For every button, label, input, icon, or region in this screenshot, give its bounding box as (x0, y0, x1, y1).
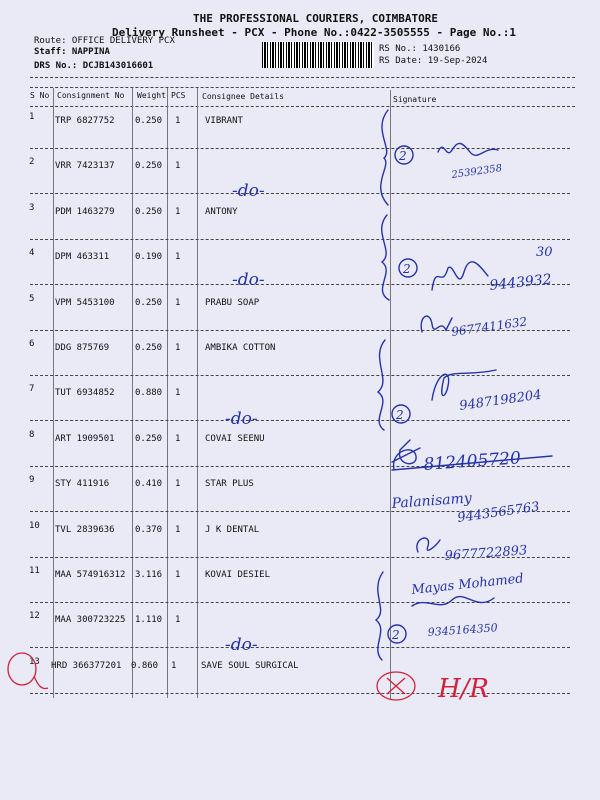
signature-qty: 30 (536, 245, 553, 260)
row-sno: 10 (29, 521, 40, 531)
col-header-pcs: PCS (171, 91, 186, 100)
bracket-mark (378, 340, 385, 430)
signature-number: 9677411632 (450, 314, 529, 339)
row-consignment-no: MAA 300723225 (55, 615, 126, 625)
row-consignment-no: TUT 6934852 (55, 388, 115, 398)
col-header-weight: Weight (137, 91, 166, 100)
col-header-consignment: Consignment No (57, 91, 125, 100)
row-pcs: 1 (175, 479, 181, 489)
row-sno: 3 (29, 203, 35, 213)
row-consignment-no: ART 1909501 (55, 434, 115, 444)
signature-number: 9443565763 (456, 499, 541, 526)
runsheet-title: Delivery Runsheet - PCX - Phone No.:0422-3505555 - Page No.:1 (112, 26, 516, 39)
signature-name: Mayas Mohamed (410, 571, 525, 598)
signature-number: 9677722893 (444, 543, 528, 564)
row-sno: 11 (29, 566, 40, 576)
row-consignee: SAVE SOUL SURGICAL (201, 661, 299, 671)
row-sno: 2 (29, 157, 35, 167)
col-header-sno: S No (30, 91, 50, 100)
count-mark: 2 (403, 262, 411, 276)
ditto-mark: -do- (232, 181, 265, 201)
remark-text: H/R (438, 674, 490, 704)
row-weight: 0.250 (135, 207, 163, 217)
drs-number: DRS No.: DCJB143016601 (34, 61, 154, 71)
row-consignee: KOVAI DESIEL (205, 570, 271, 580)
signature-scribble (417, 538, 440, 552)
staff-label: Staff: NAPPINA (34, 47, 110, 57)
row-weight: 0.880 (135, 388, 163, 398)
row-pcs: 1 (175, 343, 181, 353)
row-pcs: 1 (175, 388, 181, 398)
row-consignee: J K DENTAL (205, 525, 260, 535)
row-consignment-no: MAA 574916312 (55, 570, 126, 580)
row-weight: 1.110 (135, 615, 163, 625)
row-consignee: AMBIKA COTTON (205, 343, 276, 353)
rs-number: RS No.: 1430166 (379, 44, 461, 54)
row-weight: 0.250 (135, 298, 163, 308)
row-consignee: COVAI SEENU (205, 434, 265, 444)
row-sno: 13 (29, 657, 40, 667)
row-circle-mark (8, 653, 36, 685)
company-title: THE PROFESSIONAL COURIERS, COIMBATORE (193, 12, 439, 25)
bracket-mark (381, 110, 388, 205)
row-weight: 3.116 (135, 570, 163, 580)
signature-scribble (421, 316, 452, 332)
row-weight: 0.250 (135, 343, 163, 353)
row-pcs: 1 (171, 661, 177, 671)
ditto-mark: -do- (232, 270, 265, 290)
row-weight: 0.370 (135, 525, 163, 535)
row-consignment-no: TRP 6827752 (55, 116, 115, 126)
row-weight: 0.860 (131, 661, 159, 671)
row-consignment-no: DPM 463311 (55, 252, 110, 262)
row-pcs: 1 (175, 116, 181, 126)
row-pcs: 1 (175, 525, 181, 535)
row-weight: 0.250 (135, 434, 163, 444)
signature-number: 812405720 (422, 448, 522, 475)
row-pcs: 1 (175, 615, 181, 625)
count-mark: 2 (396, 408, 404, 422)
row-pcs: 1 (175, 161, 181, 171)
bracket-mark (376, 572, 383, 660)
col-header-signature: Signature (393, 95, 437, 104)
col-header-consignee: Consignee Details (202, 92, 284, 101)
row-weight: 0.250 (135, 116, 163, 126)
signature-name: Palanisamy (391, 490, 473, 512)
row-consignee: STAR PLUS (205, 479, 254, 489)
signature-scribble (392, 440, 420, 470)
row-consignment-no: HRD 366377201 (51, 661, 122, 671)
row-sno: 4 (29, 248, 35, 258)
ditto-mark: -do- (225, 635, 258, 655)
rs-date: RS Date: 19-Sep-2024 (379, 56, 488, 66)
row-sno: 8 (29, 430, 35, 440)
signature-number: 9443932 (488, 271, 553, 294)
ditto-mark: -do- (225, 409, 258, 429)
row-sno: 9 (29, 475, 35, 485)
count-mark: 2 (392, 628, 400, 642)
row-consignee: PRABU SOAP (205, 298, 260, 308)
row-sno: 7 (29, 384, 35, 394)
row-consignment-no: PDM 1463279 (55, 207, 115, 217)
signature-number: 9487198204 (458, 387, 543, 414)
row-consignment-no: VPM 5453100 (55, 298, 115, 308)
signature-scribble (412, 597, 494, 606)
route-label: Route: OFFICE DELIVERY PCX (34, 36, 175, 46)
row-circle-tail (34, 676, 48, 689)
row-consignment-no: TVL 2839636 (55, 525, 115, 535)
signature-number: 25392358 (450, 162, 503, 181)
row-consignee: ANTONY (205, 207, 238, 217)
row-sno: 6 (29, 339, 35, 349)
signature-scribble (438, 143, 498, 155)
row-consignment-no: VRR 7423137 (55, 161, 115, 171)
row-weight: 0.250 (135, 161, 163, 171)
row-sno: 12 (29, 611, 40, 621)
count-mark: 2 (399, 149, 407, 163)
row-pcs: 1 (175, 570, 181, 580)
row-consignment-no: STY 411916 (55, 479, 110, 489)
signature-scribble (432, 262, 488, 290)
row-pcs: 1 (175, 298, 181, 308)
bracket-mark (382, 215, 389, 300)
signature-number: 9345164350 (427, 621, 499, 639)
row-sno: 5 (29, 294, 35, 304)
row-consignee: VIBRANT (205, 116, 243, 126)
row-pcs: 1 (175, 207, 181, 217)
row-sno: 1 (29, 112, 35, 122)
row-weight: 0.410 (135, 479, 163, 489)
row-consignment-no: DDG 875769 (55, 343, 110, 353)
row-pcs: 1 (175, 434, 181, 444)
row-weight: 0.190 (135, 252, 163, 262)
row-pcs: 1 (175, 252, 181, 262)
remark-cross (387, 678, 405, 694)
